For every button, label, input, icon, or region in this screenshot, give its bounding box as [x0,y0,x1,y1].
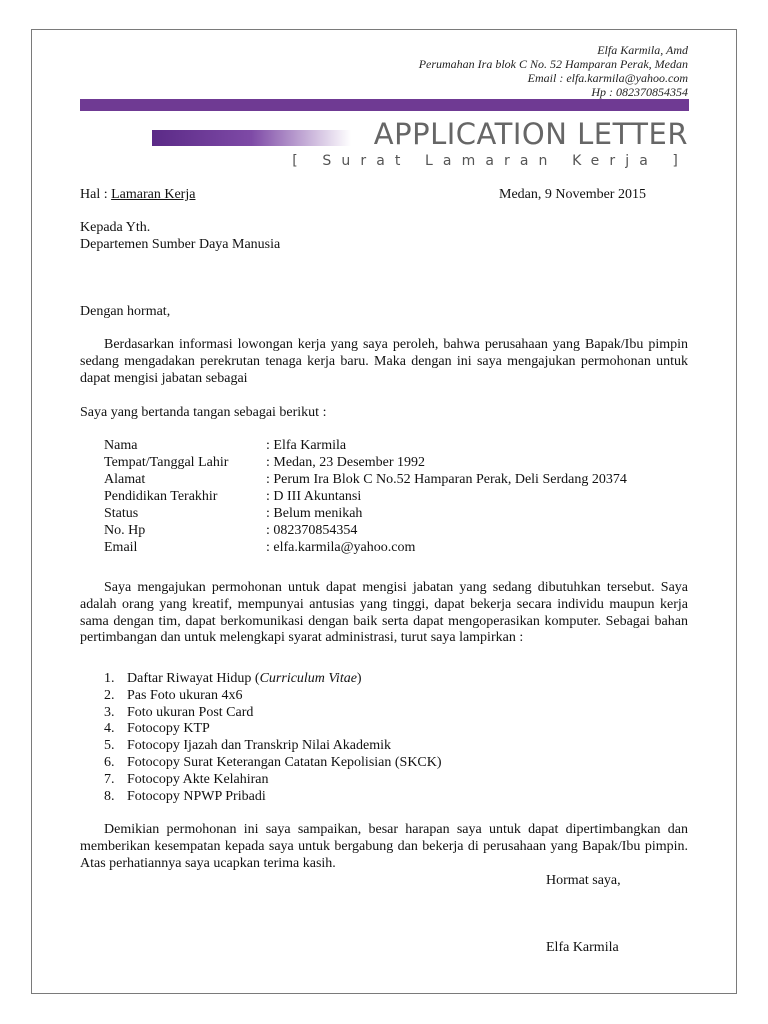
detail-label: Nama [104,438,138,453]
attachment-number: 7. [104,771,115,787]
detail-value: : Elfa Karmila [266,438,347,453]
detail-value: : elfa.karmila@yahoo.com [266,540,416,555]
detail-value: : Medan, 23 Desember 1992 [266,455,426,470]
attachment-text [127,755,442,772]
attachment-text [127,772,269,789]
attachment-number: 2. [104,687,115,703]
attachment-label: Daftar Riwayat Hidup ( [127,671,260,686]
attachment-number: 5. [104,738,115,754]
detail-value: : Belum menikah [266,506,363,521]
signature-name: Elfa Karmila [546,940,619,955]
subject-line [80,187,195,204]
recipient-line-2: Departemen Sumber Daya Manusia [80,237,281,252]
letter-subtitle: [ Surat Lamaran Kerja ] [292,153,688,169]
title-accent-bar [152,130,351,146]
detail-label: No. Hp [104,523,146,538]
attachment-label: Fotocopy Surat Keterangan Catatan Kepolisian (SKCK) [127,754,442,770]
attachment-number: 3. [104,704,115,720]
details-intro: Saya yang bertanda tangan sebagai berikut : [80,405,327,420]
attachment-number: 8. [104,788,115,804]
attachment-label: Foto ukuran Post Card [127,704,254,720]
attachment-text [127,789,266,806]
paragraph-closing: Demikian permohonan ini saya sampaikan, besar harapan saya untuk dapat dipertimbangkan dan memberikan kesempatan kepada saya untuk bergabung dan bekerja di perusahaan yang Bapak/Ibu pimpin. Atas perhatiannya saya ucapkan terima kasih. [80,822,688,871]
detail-label: Pendidikan Terakhir [104,489,218,504]
detail-label: Status [104,506,139,521]
attachment-text [127,688,243,705]
attachment-label: Pas Foto ukuran 4x6 [127,687,243,703]
header-divider-bar [80,99,689,111]
attachment-label: Fotocopy Ijazah dan Transkrip Nilai Akademik [127,738,392,754]
attachment-label: Fotocopy KTP [127,721,210,737]
sender-phone: Hp : 082370854354 [591,85,688,99]
attachment-number: 4. [104,721,115,737]
attachment-italic: Curriculum Vitae [259,671,357,686]
attachment-text [127,738,391,755]
subject-text: Lamaran Kerja [111,187,196,202]
detail-label: Alamat [104,472,146,487]
attachment-label: Fotocopy NPWP Pribadi [127,788,266,804]
detail-value: : Perum Ira Blok C No.52 Hamparan Perak, Deli Serdang 20374 [266,472,627,487]
sender-email: Email : elfa.karmila@yahoo.com [527,71,688,85]
attachment-text [127,721,210,738]
detail-value: : 082370854354 [266,523,358,538]
detail-value: : D III Akuntansi [266,489,362,504]
letter-title: APPLICATION LETTER [373,117,688,151]
greeting: Dengan hormat, [80,304,171,319]
sender-info [419,43,688,99]
paragraph-body: Saya mengajukan permohonan untuk dapat mengisi jabatan yang sedang dibutuhkan tersebut. Saya adalah orang yang kreatif, mempunyai antusias yang tinggi, dapat bekerja secara individu maupun kerja sama dengan tim, dapat berkomunikasi dengan baik serta dapat mengoperasikan komputer. Sebagai bahan pertimbangan dan untuk melengkapi syarat administrasi, turut saya lampirkan : [80,580,688,646]
attachment-suffix: ) [356,671,362,686]
closing-salutation: Hormat saya, [546,873,621,888]
sender-name: Elfa Karmila, Amd [597,43,688,57]
subject-prefix: Hal : [80,187,112,202]
attachment-number: 6. [104,754,115,770]
attachment-text [127,671,362,688]
attachment-text [127,705,253,722]
sender-address: Perumahan Ira blok C No. 52 Hamparan Perak, Medan [418,57,688,71]
detail-label: Email [104,540,138,555]
recipient-line-1: Kepada Yth. [80,220,151,235]
detail-label: Tempat/Tanggal Lahir [104,455,229,470]
place-date: Medan, 9 November 2015 [499,187,646,202]
attachment-label: Fotocopy Akte Kelahiran [127,771,269,787]
attachment-number: 1. [104,671,115,686]
paragraph-opening: Berdasarkan informasi lowongan kerja yang saya peroleh, bahwa perusahaan yang Bapak/Ibu pimpin sedang mengadakan perekrutan tenaga kerja baru. Maka dengan ini saya mengajukan permohonan untuk dapat mengisi jabatan sebagai [80,337,688,386]
